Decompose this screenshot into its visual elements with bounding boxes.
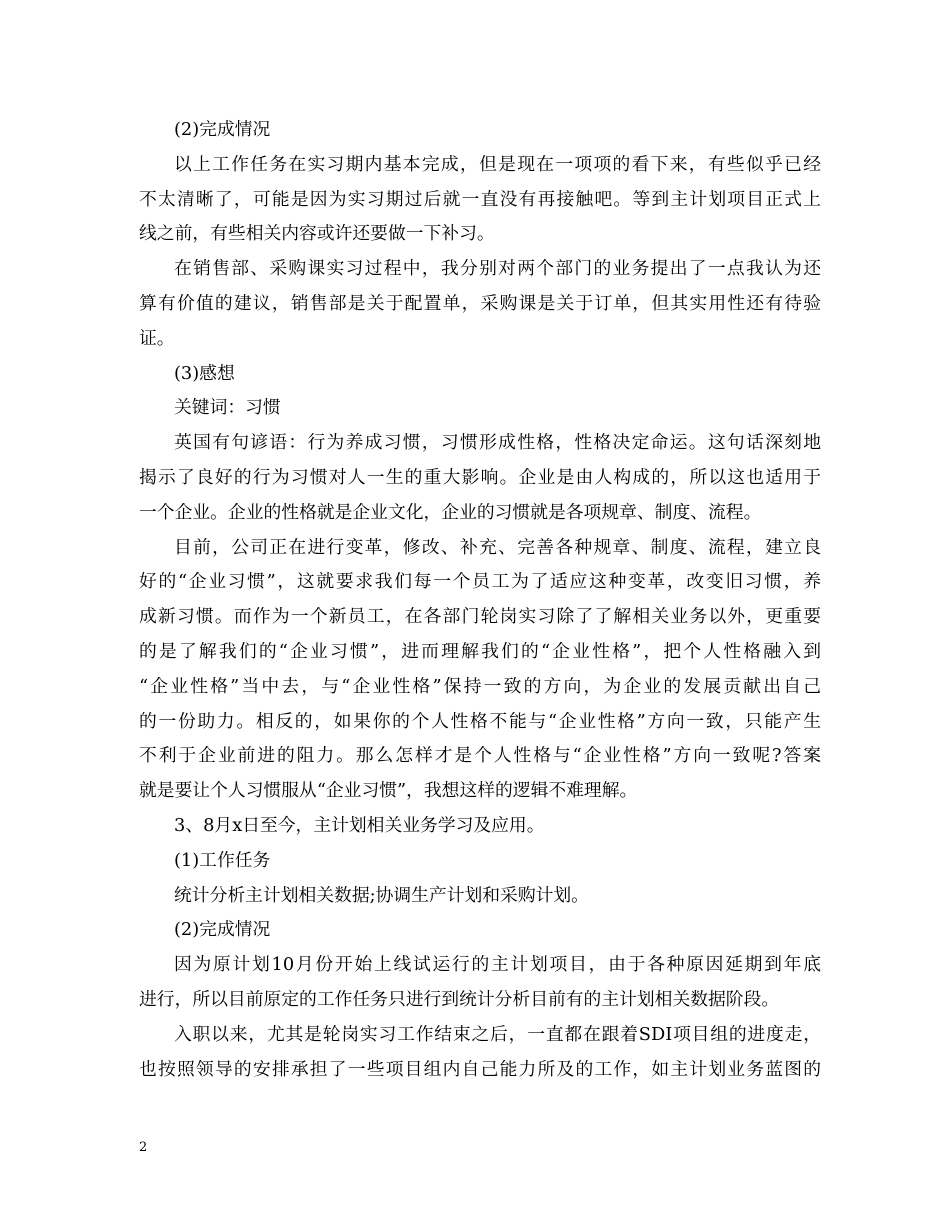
paragraph-line: 因为原计划10月份开始上线试运行的主计划项目，由于各种原因延期到年底 (174, 954, 821, 976)
paragraph-line: 不太清晰了，可能是因为实习期过后就一直没有再接触吧。等到主计划项目正式上 (139, 188, 821, 210)
paragraph-line: 也按照领导的安排承担了一些项目组内自己能力所及的工作，如主计划业务蓝图的 (139, 1058, 821, 1080)
paragraph-line: 算有价值的建议，销售部是关于配置单，采购课是关于订单，但其实用性还有待验 (139, 292, 821, 314)
paragraph-line: 线之前，有些相关内容或许还要做一下补习。 (139, 223, 495, 245)
page-number: 2 (139, 1140, 148, 1155)
paragraph-line: 英国有句谚语：行为养成习惯，习惯形成性格，性格决定命运。这句话深刻地 (174, 432, 821, 454)
paragraph-line: 证。 (139, 327, 175, 349)
paragraph-line: 目前，公司正在进行变革，修改、补充、完善各种规章、制度、流程，建立良 (174, 536, 821, 558)
paragraph-line: 成新习惯。而作为一个新员工，在各部门轮岗实习除了了解相关业务以外，更重要 (139, 606, 821, 628)
paragraph-line: 揭示了良好的行为习惯对人一生的重大影响。企业是由人构成的，所以这也适用于 (139, 466, 821, 488)
heading-work-tasks: (1)工作任务 (174, 849, 271, 871)
document-body (139, 113, 821, 1087)
section-heading: 3、8月x日至今，主计划相关业务学习及应用。 (174, 814, 545, 836)
paragraph-line: 就是要让个人习惯服从“企业习惯”，我想这样的逻辑不难理解。 (139, 780, 638, 802)
paragraph-line: 不利于企业前进的阻力。那么怎样才是个人性格与“企业性格”方向一致呢?答案 (139, 745, 821, 767)
paragraph-line: 统计分析主计划相关数据;协调生产计划和采购计划。 (174, 884, 589, 906)
heading-reflection: (3)感想 (174, 362, 235, 384)
heading-completion-status: (2)完成情况 (174, 919, 271, 941)
paragraph-line: 以上工作任务在实习期内基本完成，但是现在一项项的看下来，有些似乎已经 (174, 153, 821, 175)
heading-completion-status: (2)完成情况 (174, 119, 271, 140)
paragraph-line: 的是了解我们的“企业习惯”，进而理解我们的“企业性格”，把个人性格融入到 (139, 640, 821, 662)
paragraph-line: “企业性格”当中去，与“企业性格”保持一致的方向，为企业的发展贡献出自己 (139, 675, 821, 697)
keyword-line: 关键词：习惯 (174, 397, 281, 419)
paragraph-line: 一个企业。企业的性格就是企业文化，企业的习惯就是各项规章、制度、流程。 (139, 501, 762, 523)
paragraph-line: 的一份助力。相反的，如果你的个人性格不能与“企业性格”方向一致，只能产生 (139, 710, 821, 732)
paragraph-line: 好的“企业习惯”，这就要求我们每一个员工为了适应这种变革，改变旧习惯，养 (139, 571, 821, 593)
paragraph-line: 进行，所以目前原定的工作任务只进行到统计分析目前有的主计划相关数据阶段。 (139, 988, 780, 1010)
paragraph-line: 入职以来，尤其是轮岗实习工作结束之后，一直都在跟着SDI项目组的进度走， (174, 1023, 821, 1045)
paragraph-line: 在销售部、采购课实习过程中，我分别对两个部门的业务提出了一点我认为还 (174, 258, 821, 280)
